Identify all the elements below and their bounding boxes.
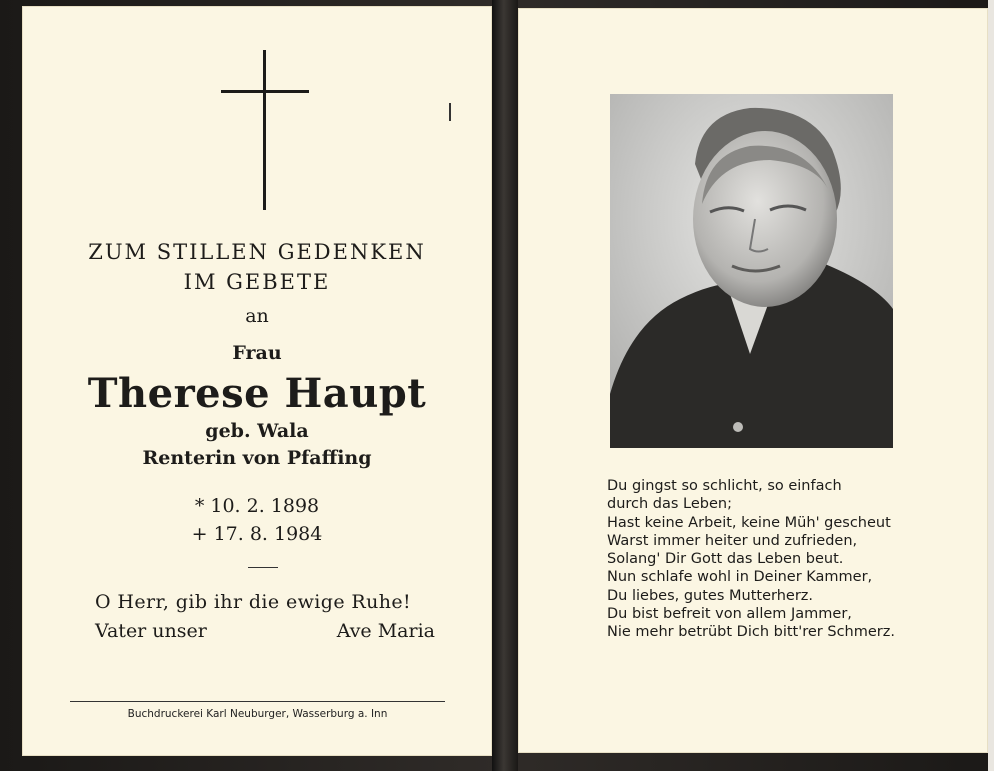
- poem-line: Hast keine Arbeit, keine Müh' gescheut: [607, 514, 891, 531]
- portrait-photo: [610, 94, 893, 448]
- printer-rule: [70, 701, 445, 702]
- heading-line-1: ZUM STILLEN GEDENKEN: [88, 240, 426, 264]
- divider: [248, 567, 278, 568]
- deceased-name: Therese Haupt: [87, 370, 427, 417]
- an-text: an: [245, 305, 269, 327]
- poem-line: durch das Leben;: [607, 496, 733, 513]
- card-fold: [492, 0, 518, 771]
- printer-credit: Buchdruckerei Karl Neuburger, Wasserburg a. Inn: [127, 708, 388, 720]
- poem-line: Du bist befreit von allem Jammer,: [607, 606, 852, 623]
- poem-line: Du liebes, gutes Mutterherz.: [607, 587, 813, 604]
- cross-icon-bar: [221, 90, 309, 93]
- poem-line: Du gingst so schlicht, so einfach: [607, 478, 842, 494]
- scan-edge: [988, 0, 994, 771]
- title-text: Frau: [232, 342, 282, 364]
- poem: [607, 477, 977, 642]
- poem-line: Solang' Dir Gott das Leben beut.: [607, 551, 844, 568]
- memorial-heading: [22, 237, 492, 297]
- prayer-footer: [95, 620, 435, 642]
- prayer-vater-unser: Vater unser: [95, 620, 207, 642]
- birth-date: * 10. 2. 1898: [194, 495, 320, 517]
- poem-line: Warst immer heiter und zufrieden,: [607, 532, 858, 549]
- prayer-ave-maria: Ave Maria: [336, 620, 435, 642]
- poem-line: Nie mehr betrübt Dich bitt'rer Schmerz.: [607, 624, 895, 641]
- heading-line-2: IM GEBETE: [183, 270, 331, 294]
- occupation: Renterin von Pfaffing: [142, 447, 372, 469]
- print-mark: [449, 103, 451, 121]
- portrait-illustration: [610, 94, 893, 448]
- maiden-name: geb. Wala: [205, 420, 309, 442]
- poem-line: Nun schlafe wohl in Deiner Kammer,: [607, 569, 873, 586]
- right-card: [518, 8, 988, 753]
- death-date: + 17. 8. 1984: [191, 523, 323, 545]
- prayer-line: O Herr, gib ihr die ewige Ruhe!: [95, 591, 412, 613]
- left-card: [22, 6, 492, 756]
- cross-icon: [263, 50, 266, 210]
